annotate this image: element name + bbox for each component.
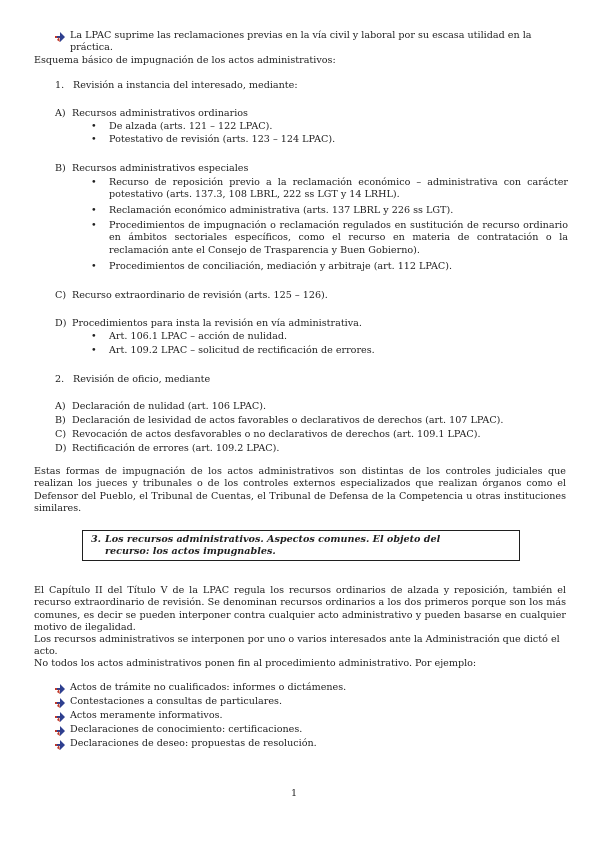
section1-num: 1. — [55, 80, 65, 91]
section3-num: 3. — [91, 534, 102, 545]
example-item: Contestaciones a consultas de particulares. — [70, 696, 283, 707]
section1-text: Revisión a instancia del interesado, mediante: — [73, 80, 298, 91]
page-number: 1 — [291, 788, 298, 799]
sub-bullet: • — [91, 345, 97, 356]
section2-text: Revisión de oficio, mediante — [73, 374, 211, 385]
groupA-title: Recursos administrativos ordinarios — [72, 108, 248, 119]
section3-heading: Los recursos administrativos. Aspectos comunes. El objeto del recurso: los actos impugnables. — [105, 534, 441, 558]
groupA-item: De alzada (arts. 121 – 122 LPAC). — [109, 121, 273, 132]
section2-num: 2. — [55, 374, 65, 385]
groupB-item: Recurso de reposición previo a la reclamación económico – administrativa con carácter potestativo (arts. 137.3, 108 LBRL, 222 ss LGT y 14 LRHL). — [109, 177, 568, 201]
arrow-bullet-icon — [54, 725, 66, 737]
groupB-item: Reclamación económico administrativa (arts. 137 LBRL y 226 ss LGT). — [109, 205, 454, 216]
paragraph-forms: Estas formas de impugnación de los actos administrativos son distintas de los controles judiciales que realizan los jueces y tribunales o de los controles externos especializados que realizan órganos como el Defensor del Pueblo, el Tribunal de Cuentas, el Tribunal de Defensa de la Competencia u otras instituciones similares. — [34, 466, 566, 515]
sub-bullet: • — [91, 261, 97, 272]
groupA-item: Potestativo de revisión (arts. 123 – 124 LPAC). — [109, 134, 336, 145]
sub-bullet: • — [91, 134, 97, 145]
intro-bullet-text: La LPAC suprime las reclamaciones previas en la vía civil y laboral por su escasa utilidad en la práctica. — [70, 30, 532, 54]
example-item: Declaraciones de deseo: propuestas de resolución. — [70, 738, 317, 749]
sub-bullet: • — [91, 331, 97, 342]
groupD-item: Art. 106.1 LPAC – acción de nulidad. — [109, 331, 288, 342]
oficio-label: A) — [55, 401, 66, 412]
groupB-item: Procedimientos de impugnación o reclamación regulados en sustitución de recurso ordinario en ámbitos sectoriales específicos, como el recurso en materia de contratación o la reclamación ante el Consejo de Trasparencia y Buen Gobierno). — [109, 220, 568, 256]
oficio-label: B) — [55, 415, 66, 426]
example-item: Actos meramente informativos. — [70, 710, 223, 721]
arrow-bullet-icon — [54, 739, 66, 751]
groupC-label: C) — [55, 290, 67, 301]
groupD-title: Procedimientos para insta la revisión en vía administrativa. — [72, 318, 362, 329]
arrow-bullet-icon — [54, 697, 66, 709]
paragraph-interponen: Los recursos administrativos se interponen por uno o varios interesados ante la Administración que dictó el acto. — [34, 634, 560, 658]
oficio-item: Declaración de lesividad de actos favorables o declarativos de derechos (art. 107 LPAC). — [72, 415, 504, 426]
oficio-label: D) — [55, 443, 67, 454]
oficio-item: Revocación de actos desfavorables o no declarativos de derechos (art. 109.1 LPAC). — [72, 429, 481, 440]
sub-bullet: • — [91, 220, 97, 231]
sub-bullet: • — [91, 177, 97, 188]
example-item: Declaraciones de conocimiento: certificaciones. — [70, 724, 303, 735]
groupB-title: Recursos administrativos especiales — [72, 163, 249, 174]
oficio-item: Declaración de nulidad (art. 106 LPAC). — [72, 401, 267, 412]
paragraph-capitulo: El Capítulo II del Título V de la LPAC regula los recursos ordinarios de alzada y reposición, también el recurso extraordinario de revisión. Se denominan recursos ordinarios a los dos primeros porque son los más comunes, es decir se pueden interponer contra cualquier acto administrativo y pueden basarse en cualquier motivo de ilegalidad. — [34, 585, 566, 634]
groupB-label: B) — [55, 163, 66, 174]
arrow-bullet-icon — [54, 31, 66, 43]
sub-bullet: • — [91, 121, 97, 132]
groupA-label: A) — [55, 108, 66, 119]
groupB-item: Procedimientos de conciliación, mediación y arbitraje (art. 112 LPAC). — [109, 261, 453, 272]
oficio-label: C) — [55, 429, 67, 440]
example-item: Actos de trámite no cualificados: informes o dictámenes. — [70, 682, 347, 693]
sub-bullet: • — [91, 205, 97, 216]
paragraph-notodos: No todos los actos administrativos ponen fin al procedimiento administrativo. Por ejemplo: — [34, 658, 477, 669]
oficio-item: Rectificación de errores (art. 109.2 LPAC). — [72, 443, 280, 454]
groupD-label: D) — [55, 318, 67, 329]
arrow-bullet-icon — [54, 711, 66, 723]
groupC-title: Recurso extraordinario de revisión (arts. 125 – 126). — [72, 290, 328, 301]
groupD-item: Art. 109.2 LPAC – solicitud de rectificación de errores. — [109, 345, 375, 356]
scheme-title: Esquema básico de impugnación de los actos administrativos: — [34, 55, 336, 66]
arrow-bullet-icon — [54, 683, 66, 695]
